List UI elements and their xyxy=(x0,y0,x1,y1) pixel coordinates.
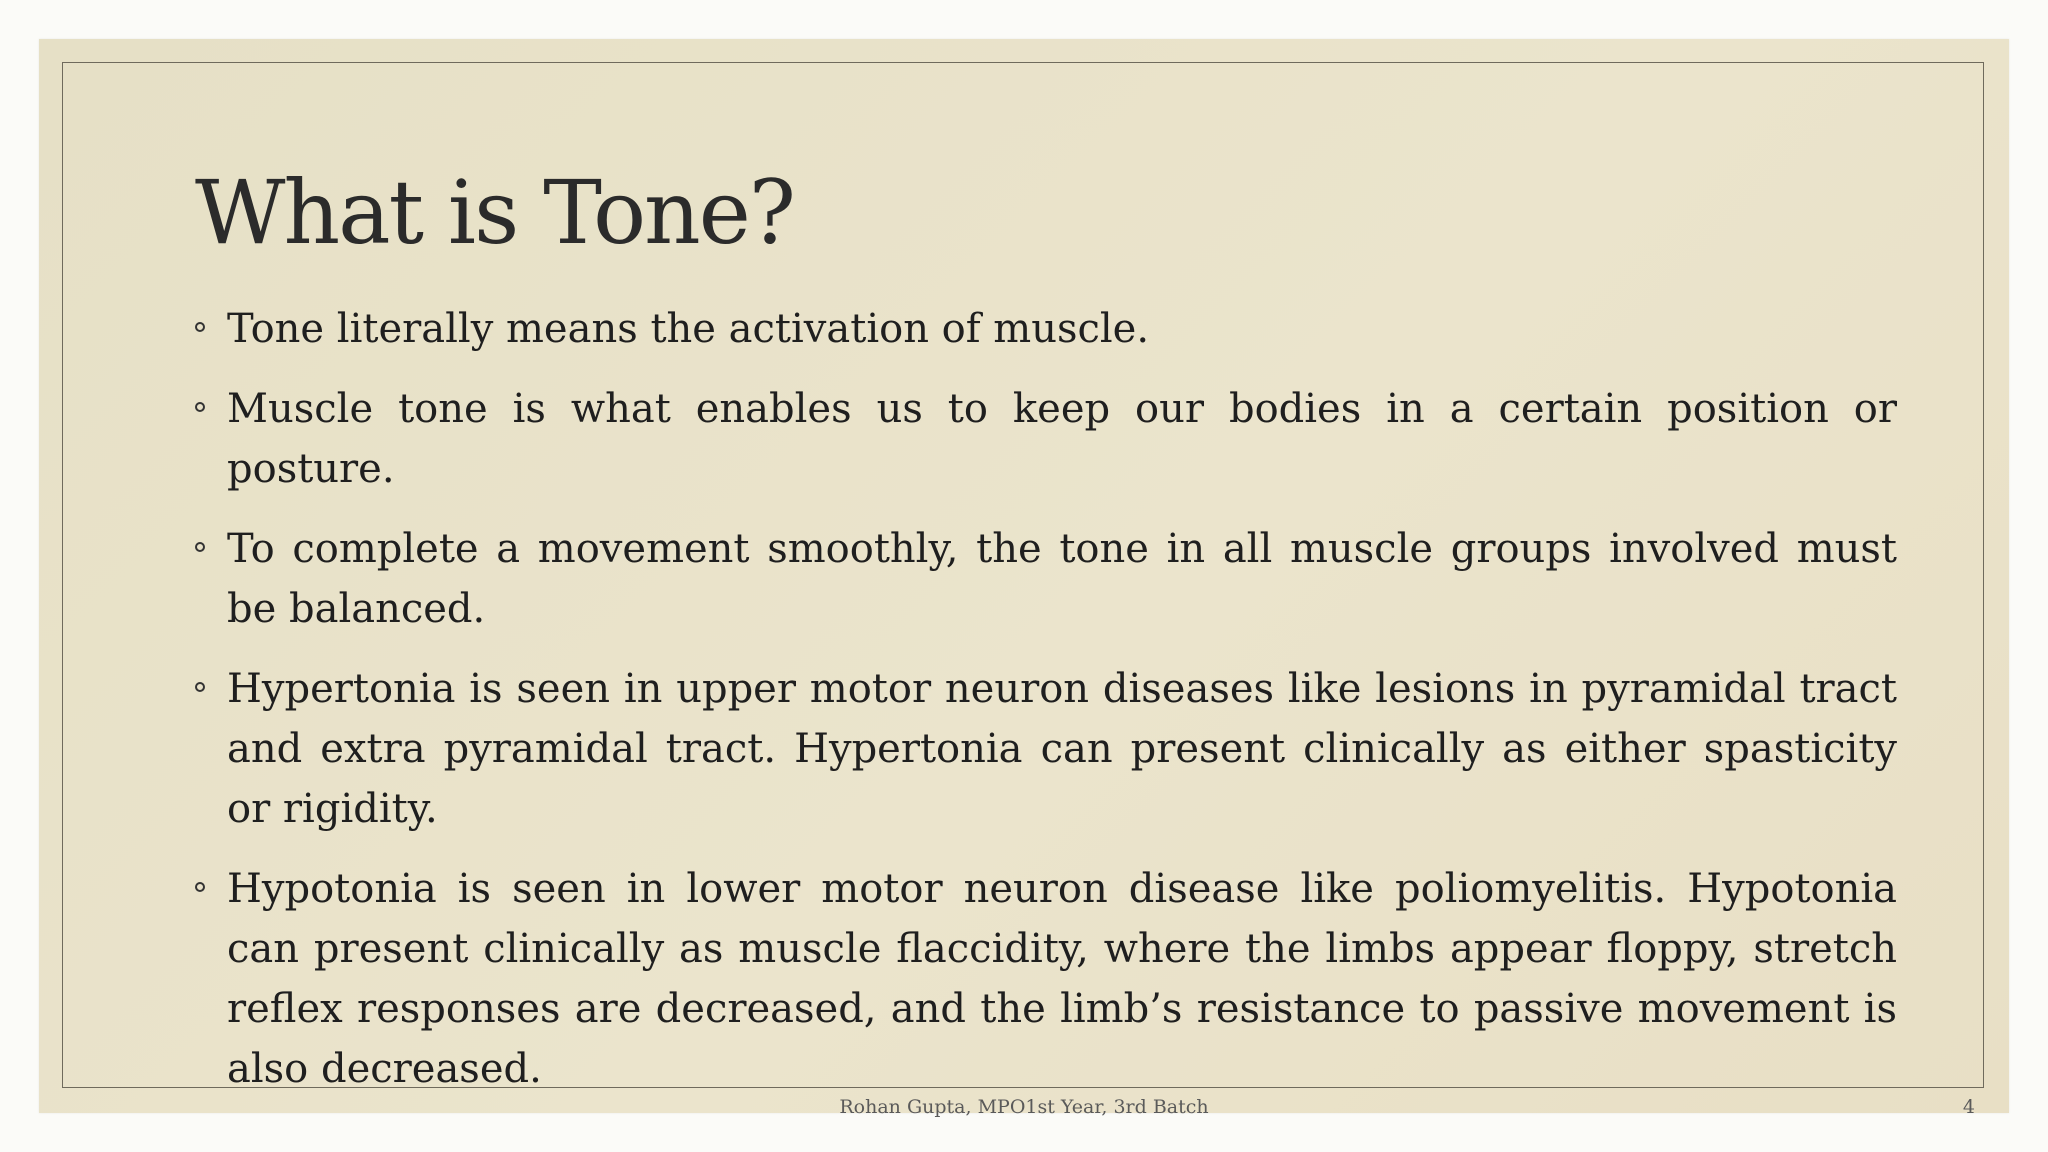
bullet-item xyxy=(195,379,1897,499)
bullet-circle-icon xyxy=(195,542,205,552)
slide-title: What is Tone? xyxy=(195,161,794,264)
bullet-item xyxy=(195,659,1897,839)
bullet-circle-icon xyxy=(195,882,205,892)
slide-page-number: 4 xyxy=(1962,1096,1975,1118)
bullet-item xyxy=(195,299,1897,359)
slide-footer: Rohan Gupta, MPO1st Year, 3rd Batch xyxy=(839,1096,1209,1118)
bullet-text: Hypotonia is seen in lower motor neuron disease like poliomyelitis. Hypotonia can present clinically as muscle flaccidity, where the limbs appear floppy, stretch reflex responses are decreased, and the limb’s resistance to passive movement is also decreased. xyxy=(227,866,1897,1092)
bullet-text: To complete a movement smoothly, the tone in all muscle groups involved must be balanced. xyxy=(227,526,1897,632)
bullet-item xyxy=(195,859,1897,1099)
bullet-circle-icon xyxy=(195,402,205,412)
bullet-text: Hypertonia is seen in upper motor neuron diseases like lesions in pyramidal tract and extra pyramidal tract. Hypertonia can present clinically as either spasticity or rigidity. xyxy=(227,666,1897,832)
bullet-circle-icon xyxy=(195,322,205,332)
bullet-text: Muscle tone is what enables us to keep our bodies in a certain position or posture. xyxy=(227,386,1897,492)
bullet-circle-icon xyxy=(195,682,205,692)
bullet-item xyxy=(195,519,1897,639)
bullet-list xyxy=(195,299,1897,1119)
slide xyxy=(39,39,2009,1118)
bullet-text: Tone literally means the activation of muscle. xyxy=(227,306,1150,352)
